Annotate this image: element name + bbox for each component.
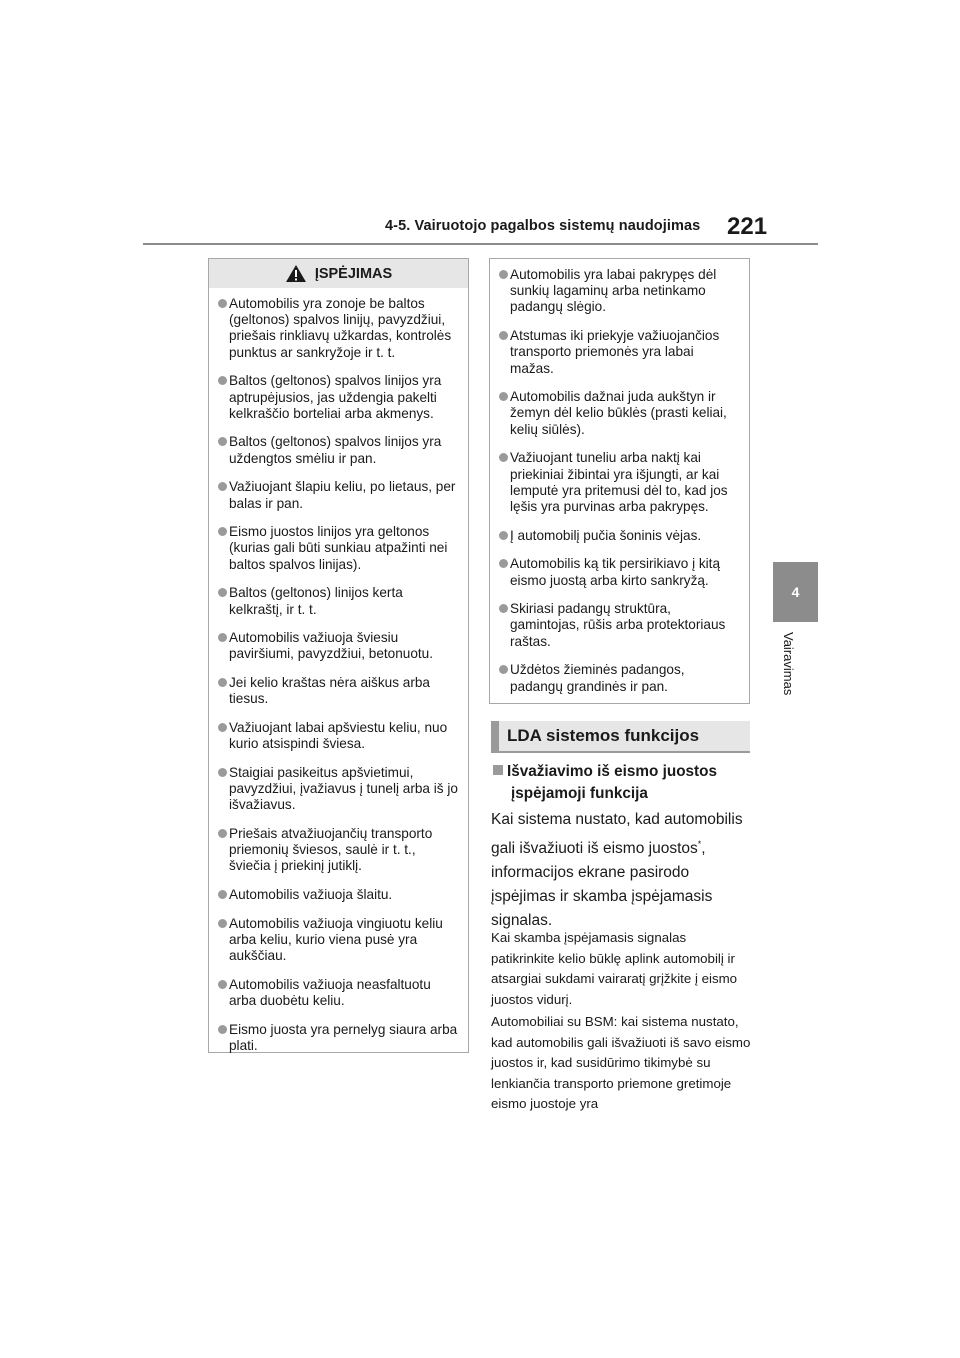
body-intro-part-2: , informacijos ekrane pasirodo įspėjimas ir skamba įspėjamasis signalas. xyxy=(491,840,713,930)
paragraph-1: Kai skamba įspėjamasis signalas patikrinkite kelio būklę aplink automobilį ir atsargiai sukdami vairaratį grįžkite į eismo juostos vidurį. xyxy=(491,930,738,1007)
bullet-icon xyxy=(499,331,508,340)
list-item: Automobilis važiuoja neasfaltuotu arba duobėtu keliu. xyxy=(219,977,458,1009)
list-item: Baltos (geltonos) spalvos linijos yra uždengtos smėliu ir pan. xyxy=(219,434,458,466)
list-item: Automobilis važiuoja vingiuotu keliu arba keliu, kurio viena pusė yra aukščiau. xyxy=(219,916,458,965)
bullet-icon xyxy=(218,376,227,385)
bullet-icon xyxy=(218,588,227,597)
bullet-icon xyxy=(218,890,227,899)
subheading-line-1: Išvažiavimo iš eismo juostos xyxy=(507,763,717,780)
list-item: Uždėtos žieminės padangos, padangų grandinės ir pan. xyxy=(500,662,739,694)
chapter-tab: 4 xyxy=(773,562,818,622)
bullet-icon xyxy=(218,919,227,928)
bullet-icon xyxy=(218,527,227,536)
list-item: Automobilis yra zonoje be baltos (geltonos) spalvos linijų, pavyzdžiui, priešais rinkliavų užkardas, kontrolės punktus ar sankryžoje ir t. t. xyxy=(219,296,458,361)
list-item: Jei kelio kraštas nėra aiškus arba tiesus. xyxy=(219,675,458,707)
body-intro xyxy=(491,808,753,933)
section-title: 4-5. Vairuotojo pagalbos sistemų naudojimas xyxy=(385,218,701,234)
footnote-mark: * xyxy=(697,839,702,849)
list-item: Skiriasi padangų struktūra, gamintojas, rūšis arba protektoriaus raštas. xyxy=(500,601,739,650)
bullet-icon xyxy=(499,270,508,279)
list-item: Eismo juosta yra pernelyg siaura arba plati. xyxy=(219,1022,458,1054)
list-item: Automobilis yra labai pakrypęs dėl sunkių lagaminų arba netinkamo padangų slėgio. xyxy=(500,267,739,316)
list-item: Staigiai pasikeitus apšvietimui, pavyzdžiui, įvažiavus į tunelį arba iš jo išvažiavus. xyxy=(219,765,458,814)
list-item: Važiuojant šlapiu keliu, po lietaus, per balas ir pan. xyxy=(219,479,458,511)
warning-triangle-icon xyxy=(285,264,307,283)
subheading xyxy=(493,761,753,805)
list-item: Baltos (geltonos) linijos kerta kelkraštį, ir t. t. xyxy=(219,585,458,617)
bullet-icon xyxy=(499,604,508,613)
list-item: Automobilis važiuoja šlaitu. xyxy=(219,887,458,903)
list-item: Automobilis dažnai juda aukštyn ir žemyn dėl kelio būklės (prasti keliai, kelių siūlės). xyxy=(500,389,739,438)
bullet-icon xyxy=(218,980,227,989)
list-item: Į automobilį pučia šoninis vėjas. xyxy=(500,528,739,544)
warning-header xyxy=(209,259,468,288)
bullet-icon xyxy=(218,437,227,446)
chapter-label: Vairavimas xyxy=(781,632,796,696)
bullet-icon xyxy=(218,633,227,642)
bullet-icon xyxy=(218,678,227,687)
subheading-line-2: įspėjamoji funkcija xyxy=(511,785,648,802)
bullet-icon xyxy=(218,1025,227,1034)
bullet-icon xyxy=(218,829,227,838)
warning-continued-box xyxy=(489,258,750,704)
body-intro-part-1: Kai sistema nustato, kad automobilis gali išvažiuoti iš eismo juostos xyxy=(491,811,743,858)
bullet-icon xyxy=(218,768,227,777)
bullet-icon xyxy=(218,482,227,491)
warning-title: ĮSPĖJIMAS xyxy=(314,265,393,282)
paragraph-2: Automobiliai su BSM: kai sistema nustato, kad automobilis gali išvažiuoti iš savo eismo juostos ir, kad susidūrimo tikimybė su lenkiančia transporto priemone gretimoje eismo juostoje yra xyxy=(491,1014,751,1111)
bullet-icon xyxy=(499,453,508,462)
bullet-icon xyxy=(499,665,508,674)
list-item: Automobilis ką tik persirikiavo į kitą eismo juostą arba kirto sankryžą. xyxy=(500,556,739,588)
warning-continued-list xyxy=(490,259,749,695)
bullet-icon xyxy=(499,531,508,540)
list-item: Automobilis važiuoja šviesiu paviršiumi, pavyzdžiui, betonuotu. xyxy=(219,630,458,662)
warning-list xyxy=(209,288,468,1054)
bullet-icon xyxy=(499,559,508,568)
square-bullet-icon xyxy=(493,765,503,775)
bullet-icon xyxy=(218,723,227,732)
header-rule xyxy=(143,243,818,245)
bullet-icon xyxy=(218,299,227,308)
section-heading: LDA sistemos funkcijos xyxy=(491,721,750,753)
list-item: Važiuojant labai apšviestu keliu, nuo kurio atsispindi šviesa. xyxy=(219,720,458,752)
list-item: Važiuojant tuneliu arba naktį kai priekiniai žibintai yra išjungti, ar kai lemputė yra pritemusi dėl to, kad jos lęšis yra purvinas arba pakrypęs. xyxy=(500,450,739,515)
list-item: Baltos (geltonos) spalvos linijos yra aptrupėjusios, jas uždengia pakelti kelkraščio borteliai arba akmenys. xyxy=(219,373,458,422)
bullet-icon xyxy=(499,392,508,401)
list-item: Atstumas iki priekyje važiuojančios transporto priemonės yra labai mažas. xyxy=(500,328,739,377)
page-number: 221 xyxy=(727,213,768,240)
list-item: Priešais atvažiuojančių transporto priemonių šviesos, saulė ir t. t., šviečia į priekinį jutiklį. xyxy=(219,826,458,875)
list-item: Eismo juostos linijos yra geltonos (kurias gali būti sunkiau atpažinti nei baltos spalvos linijas). xyxy=(219,524,458,573)
warning-box xyxy=(208,258,469,1053)
